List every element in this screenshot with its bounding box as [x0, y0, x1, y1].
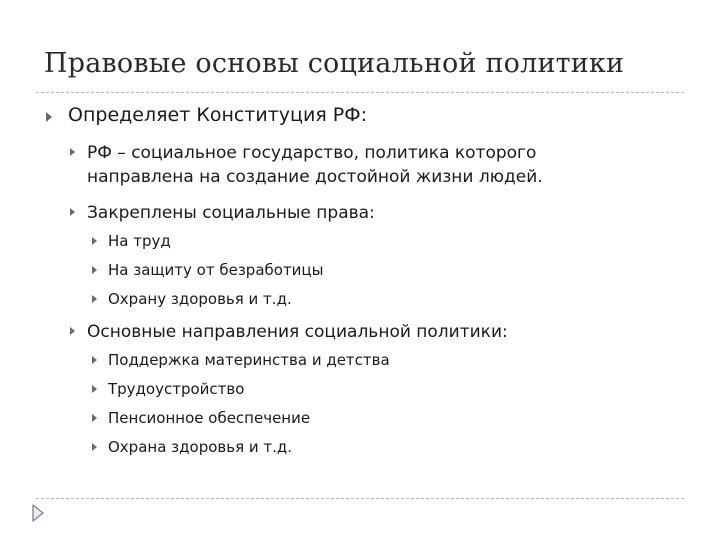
bullet-icon [92, 295, 97, 303]
bullet-icon [92, 443, 97, 451]
title-divider [36, 92, 684, 93]
list-item-label: Закреплены социальные права: [87, 203, 375, 223]
list-item-level2 [70, 141, 587, 189]
list-item-level3 [92, 232, 171, 250]
bullet-icon [92, 356, 97, 364]
footer-divider [36, 498, 684, 499]
list-item-level3 [92, 290, 292, 308]
bullet-icon [46, 112, 52, 122]
list-item-label: Основные направления социальной политики: [87, 322, 508, 342]
list-item-level3 [92, 409, 310, 427]
bullet-icon [92, 385, 97, 393]
bullet-icon [92, 414, 97, 422]
list-item-level3 [92, 261, 324, 279]
list-item-label: На труд [108, 232, 171, 250]
slide-title: Правовые основы социальной политики [44, 48, 625, 79]
list-item-label: Трудоустройство [108, 380, 245, 398]
bullet-icon [70, 327, 75, 335]
list-item-level3 [92, 351, 390, 369]
list-item-level2 [70, 320, 508, 344]
bullet-icon [70, 148, 75, 156]
list-item-level3 [92, 438, 292, 456]
list-item-level3 [92, 380, 244, 398]
list-item-level2 [70, 201, 375, 225]
list-item-label: Поддержка материнства и детства [108, 351, 390, 369]
bullet-icon [92, 266, 97, 274]
list-item-label: РФ – социальное государство, политика которого направлена на создание достойной жизни людей. [87, 143, 543, 187]
list-item-label: На защиту от безработицы [108, 261, 324, 279]
bullet-icon [92, 237, 97, 245]
list-item-level1 [46, 104, 367, 126]
bullet-icon [70, 208, 75, 216]
next-slide-arrow-icon[interactable] [31, 504, 45, 522]
list-item-label: Охрану здоровья и т.д. [108, 290, 292, 308]
list-item-label: Определяет Конституция РФ: [68, 104, 367, 126]
list-item-label: Пенсионное обеспечение [108, 409, 311, 427]
list-item-label: Охрана здоровья и т.д. [108, 438, 293, 456]
